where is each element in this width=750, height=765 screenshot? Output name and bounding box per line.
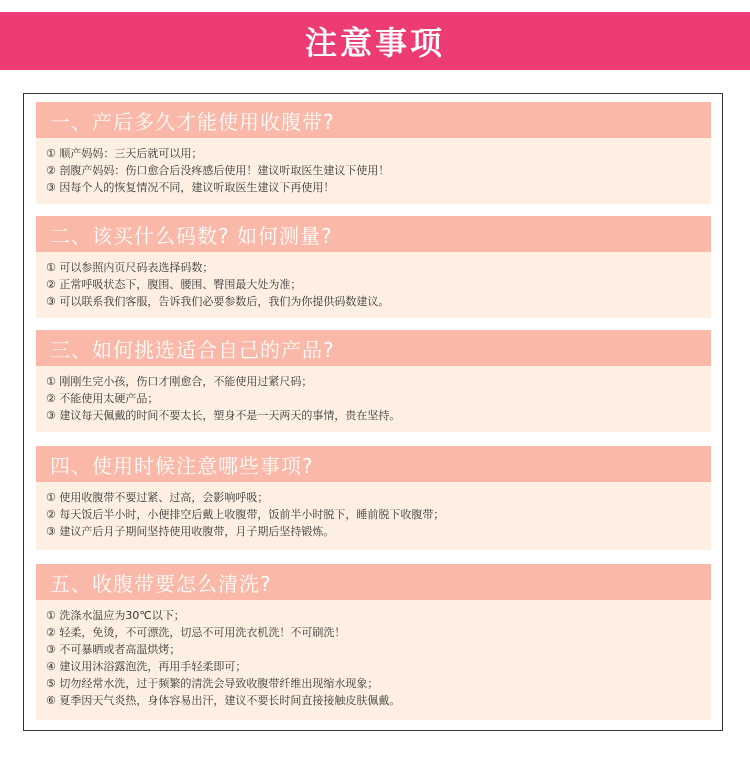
section-cleaning bbox=[36, 564, 711, 720]
section-sizing bbox=[36, 216, 711, 318]
section-heading-bar bbox=[36, 102, 711, 138]
list-item: ① 可以参照内页尺码表选择码数； bbox=[46, 261, 214, 274]
list-item: ⑤ 切勿经常水洗，过于频繁的清洗会导致收腹带纤维出现缩水现象； bbox=[46, 677, 379, 690]
list-item: ① 顺产妈妈：三天后就可以用； bbox=[46, 147, 203, 160]
list-item: ② 正常呼吸状态下，腹围、腰围、臀围最大处为准； bbox=[46, 278, 302, 291]
list-item: ③ 建议每天佩戴的时间不要太长，塑身不是一天两天的事情，贵在坚持。 bbox=[46, 409, 401, 422]
list-item: ③ 不可暴晒或者高温烘烤； bbox=[46, 643, 181, 656]
list-item: ① 刚刚生完小孩，伤口才刚愈合，不能使用过紧尺码； bbox=[46, 375, 313, 388]
list-item: ③ 可以联系我们客服，告诉我们必要参数后，我们为你提供码数建议。 bbox=[46, 295, 390, 308]
page-title: 注意事项 bbox=[304, 24, 445, 62]
section-heading: 二、该买什么码数? 如何测量? bbox=[50, 223, 333, 248]
list-item: ② 剖腹产妈妈：伤口愈合后没疼感后使用！建议听取医生建议下使用！ bbox=[46, 164, 390, 177]
list-item: ③ 因每个人的恢复情况不同，建议听取医生建议下再使用！ bbox=[46, 181, 335, 194]
section-heading-bar bbox=[36, 330, 711, 366]
list-item: ② 轻柔，免烫，不可漂洗，切忌不可用洗衣机洗！不可刷洗！ bbox=[46, 626, 346, 639]
section-heading: 一、产后多久才能使用收腹带? bbox=[50, 109, 335, 134]
title-banner bbox=[0, 12, 750, 70]
list-item: ③ 建议产后月子期间坚持使用收腹带，月子期后坚持锻炼。 bbox=[46, 525, 335, 538]
section-heading: 三、如何挑选适合自己的产品? bbox=[50, 337, 335, 362]
list-item: ⑥ 夏季因天气炎热，身体容易出汗，建议不要长时间直接接触皮肤佩戴。 bbox=[46, 694, 401, 707]
list-item: ② 不能使用太硬产品； bbox=[46, 392, 159, 405]
section-heading: 四、使用时候注意哪些事项? bbox=[50, 453, 314, 478]
section-items bbox=[36, 366, 711, 424]
notice-frame bbox=[23, 93, 723, 731]
list-item: ① 使用收腹带不要过紧、过高，会影响呼吸； bbox=[46, 491, 269, 504]
section-items bbox=[36, 600, 711, 709]
list-item: ① 洗涤水温应为30℃以下； bbox=[46, 609, 185, 622]
section-items bbox=[36, 138, 711, 196]
section-choosing bbox=[36, 330, 711, 432]
section-heading-bar bbox=[36, 564, 711, 600]
list-item: ② 每天饭后半小时，小便排空后戴上收腹带，饭前半小时脱下，睡前脱下收腹带； bbox=[46, 508, 445, 521]
section-heading: 五、收腹带要怎么清洗? bbox=[50, 571, 272, 596]
list-item: ④ 建议用沐浴露泡洗，再用手轻柔即可； bbox=[46, 660, 247, 673]
section-heading-bar bbox=[36, 446, 711, 482]
section-items bbox=[36, 482, 711, 540]
section-items bbox=[36, 252, 711, 310]
section-heading-bar bbox=[36, 216, 711, 252]
section-usage-timing bbox=[36, 102, 711, 204]
section-precautions bbox=[36, 446, 711, 550]
